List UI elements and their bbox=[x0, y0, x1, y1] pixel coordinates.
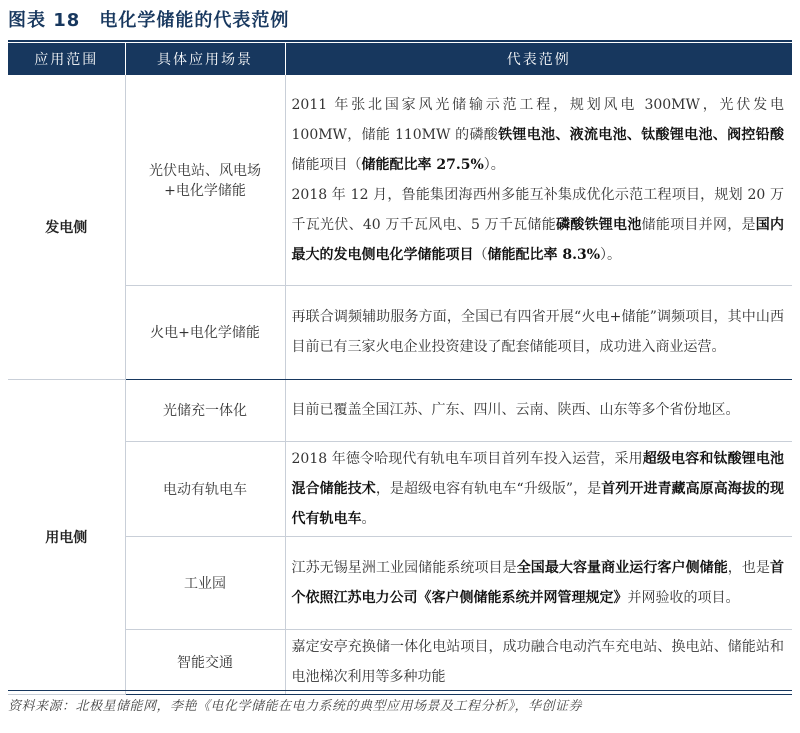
example-thermal: 再联合调频辅助服务方面，全国已有四省开展“火电+储能”调频项目，其中山西目前已有三家火电企业投资建设了配套储能项目，成功进入商业运营。 bbox=[285, 285, 792, 379]
examples-table bbox=[8, 43, 792, 695]
table-row bbox=[8, 379, 792, 441]
scenario-pv-wind-line2: +电化学储能 bbox=[164, 182, 246, 199]
table-row bbox=[8, 441, 792, 536]
example-bold: 全国最大容量商业运行客户侧储能 bbox=[516, 559, 728, 576]
table-row bbox=[8, 629, 792, 694]
example-text: 。 bbox=[361, 510, 376, 527]
example-bold: 国内最大的发电侧电化学储能项目 bbox=[291, 216, 785, 263]
figure-title: 图表 18 电化学储能的代表范例 bbox=[8, 10, 290, 31]
table-row bbox=[8, 285, 792, 379]
source-note: 资料来源：北极星储能网，李艳《电化学储能在电力系统的典型应用场景及工程分析》，华创证券 bbox=[8, 699, 583, 714]
example-text: ）。 bbox=[483, 156, 505, 173]
example-zhangbei bbox=[292, 90, 785, 180]
example-bold: 磷酸铁锂电池 bbox=[555, 216, 642, 233]
example-bold: 储能配比率 27.5% bbox=[361, 156, 484, 173]
example-bold: 铁锂电池、液流电池、钛酸锂电池、阀控铅酸 bbox=[498, 126, 784, 143]
title-divider bbox=[8, 40, 792, 42]
footer-divider bbox=[8, 690, 792, 691]
scenario-pv-wind bbox=[125, 75, 285, 285]
scenario-thermal: 火电+电化学储能 bbox=[125, 285, 285, 379]
example-industrial-park bbox=[285, 536, 792, 629]
table-row bbox=[8, 536, 792, 629]
scope-consumption: 用电侧 bbox=[8, 379, 125, 694]
example-text: 2018 年德令哈现代有轨电车项目首列车投入运营，采用 bbox=[291, 450, 643, 467]
example-text: 储能项目并网，是 bbox=[641, 216, 756, 233]
header-scenario: 具体应用场景 bbox=[125, 43, 285, 75]
header-scope: 应用范围 bbox=[8, 43, 125, 75]
example-text: 储能项目（ bbox=[291, 156, 362, 173]
scenario-smart-traffic: 智能交通 bbox=[125, 629, 285, 694]
scenario-industrial-park: 工业园 bbox=[125, 536, 285, 629]
example-text: ，是超级电容有轨电车“升级版”，是 bbox=[375, 480, 602, 497]
table-header-row bbox=[8, 43, 792, 75]
example-bold: 首列开进青藏高原高海拔的现代有轨电车 bbox=[291, 480, 784, 527]
example-text: 2018 年 12 月，鲁能集团海西州多能互补集成优化示范工程项目，规划 20 万千瓦光伏、40 万千瓦风电、5 万千瓦储能 bbox=[291, 186, 784, 233]
header-examples: 代表范例 bbox=[285, 43, 792, 75]
example-pv-wind bbox=[285, 75, 792, 285]
scenario-pv-storage-charging: 光储充一体化 bbox=[125, 379, 285, 441]
example-text: 并网验收的项目。 bbox=[627, 589, 740, 606]
example-bold: 超级电容和钛酸锂电池混合储能技术 bbox=[291, 450, 785, 497]
example-bold: 首个依照江苏电力公司《客户侧储能系统并网管理规定》 bbox=[291, 559, 785, 606]
table-row bbox=[8, 75, 792, 285]
scenario-pv-wind-line1: 光伏电站、风电场 bbox=[149, 162, 261, 179]
example-smart-traffic: 嘉定安亭充换储一体化电站项目，成功融合电动汽车充电站、换电站、储能站和电池梯次利用等多种功能 bbox=[285, 629, 792, 694]
scope-generation: 发电侧 bbox=[8, 75, 125, 379]
example-haixi bbox=[292, 180, 785, 270]
example-text: 江苏无锡星洲工业园储能系统项目是 bbox=[291, 559, 517, 576]
example-bold: 储能配比率 8.3% bbox=[487, 246, 601, 263]
example-text: ，也是 bbox=[727, 559, 771, 576]
example-text: 2011 年张北国家风光储输示范工程，规划风电 300MW，光伏发电 100MW，储能 110MW 的磷酸 bbox=[291, 96, 784, 143]
example-text: ）。 bbox=[600, 246, 622, 263]
example-text: （ bbox=[473, 246, 488, 263]
example-tram bbox=[285, 441, 792, 536]
scenario-tram: 电动有轨电车 bbox=[125, 441, 285, 536]
example-pv-storage-charging: 目前已覆盖全国江苏、广东、四川、云南、陕西、山东等多个省份地区。 bbox=[285, 379, 792, 441]
